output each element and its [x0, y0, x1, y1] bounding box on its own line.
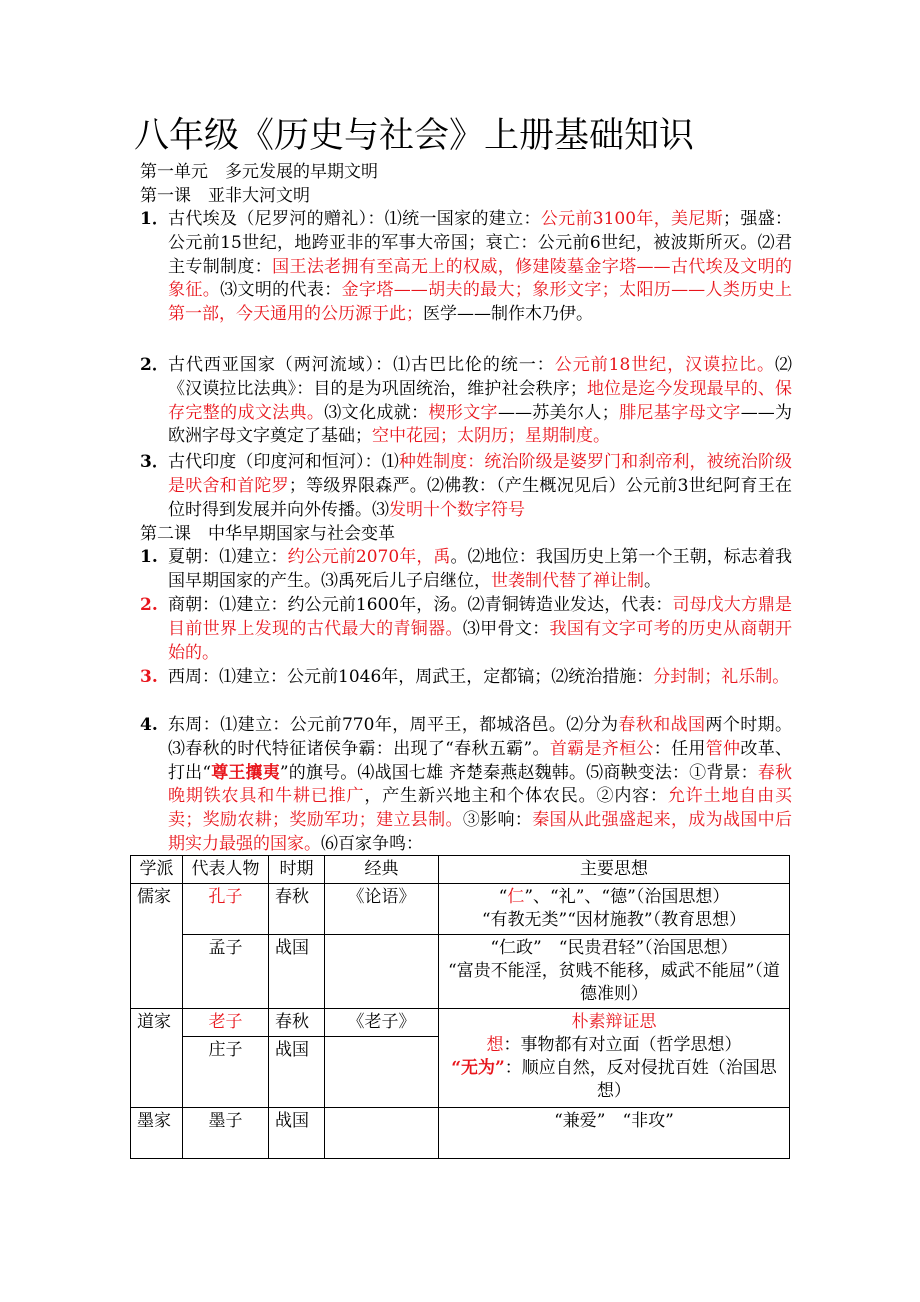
text-segment: 东周：⑴建立：公元前770年，周平王，都城洛邑。⑵分为	[168, 715, 619, 735]
highlighted-text: 发明十个数字符号	[389, 499, 525, 520]
highlighted-text: 公元前18世纪，汉谟拉比。	[554, 355, 775, 375]
text-segment: ；强盛：公元前15世纪，地跨亚非的军事大帝国；衰亡：公元前6世纪，被波斯所灭。⑵君主专制制度：	[168, 209, 793, 277]
text-segment: ⑶文明的代表：	[220, 280, 342, 301]
text-segment: ⑶甲骨文：	[462, 618, 550, 639]
period-cell: 春秋	[269, 1009, 325, 1037]
text-segment: 改革、打出“	[168, 738, 793, 783]
text-segment: 医学——制作木乃伊。	[423, 304, 593, 325]
highlighted-text: 首霸是齐桓公	[549, 738, 654, 759]
highlighted-text: 允许土地自由买卖；奖励农耕；奖励军功；建立县制。	[168, 786, 793, 831]
person-cell: 孔子	[183, 884, 269, 935]
text-segment: ”、“礼”、“德”（治国思想）	[524, 887, 730, 907]
text-segment: ⑶文化成就：	[324, 402, 429, 423]
text-segment: ⑹百家争鸣：	[321, 833, 423, 854]
school-cell: 道家	[131, 1009, 183, 1108]
table-row	[131, 884, 790, 935]
text-segment: 。⑵地位：我国历史上第一个王朝，标志着我国早期国家的产生。⑶禹死后儿子启继位，	[168, 547, 793, 591]
highlighted-text: 公元前3100年，美尼斯	[540, 209, 724, 229]
idea-line	[445, 886, 783, 909]
classic-cell: 《老子》	[325, 1009, 439, 1037]
text-segment: 古代印度（印度河和恒河）：⑴	[168, 452, 399, 472]
text-segment: ”的旗号。⑷战国七雄 齐楚秦燕赵魏韩。⑸商鞅变法：①背景：	[279, 762, 758, 783]
classic-cell: 《论语》	[325, 884, 439, 935]
text-segment: “有教无类”“因材施教”（教育思想）	[481, 910, 747, 930]
unit-heading: 第一单元 多元发展的早期文明	[140, 162, 378, 182]
text-segment: “	[498, 887, 508, 907]
highlighted-text: 朴素辩证思想	[486, 1012, 657, 1055]
highlighted-text: 世袭制代替了禅让制	[491, 570, 644, 591]
text-segment: ——为欧洲字母文字奠定了基础；	[168, 402, 793, 447]
header-classic: 经典	[325, 856, 439, 884]
text-segment: 夏朝：⑴建立：	[168, 547, 288, 567]
item-number: 1.	[140, 547, 158, 567]
person-cell: 老子	[183, 1009, 269, 1037]
table-row	[131, 935, 790, 1009]
text-segment: ——苏美尔人；	[497, 402, 619, 423]
school-cell: 儒家	[131, 884, 183, 1009]
idea-line	[445, 909, 783, 932]
lesson1-item-3	[140, 451, 792, 522]
idea-line	[445, 960, 783, 1006]
school-cell: 墨家	[131, 1108, 183, 1159]
period-cell: 战国	[269, 935, 325, 1009]
lesson1-item-1	[140, 208, 792, 327]
text-segment: ：顺应自然，反对侵扰百姓（治国思想）	[504, 1058, 777, 1101]
text-segment: 。	[644, 570, 661, 591]
text-segment: ，产生新兴地主和个体农民。②内容：	[364, 786, 668, 807]
lesson1-heading: 第一课 亚非大河文明	[140, 186, 310, 206]
header-period: 时期	[269, 856, 325, 884]
period-cell: 战国	[269, 1037, 325, 1108]
schools-table	[130, 855, 790, 1159]
highlighted-text: 司母戊大方鼎是目前世界上发现的古代最大的青铜器。	[168, 595, 792, 639]
lesson2-heading: 第二课 中华早期国家与社会变革	[140, 524, 395, 544]
lesson2-item-1	[140, 546, 792, 594]
text-segment: 商朝：⑴建立：约公元前1600年，汤。⑵青铜铸造业发达，代表：	[168, 595, 673, 615]
text-segment: “仁政” “民贵君轻”（治国思想）	[490, 938, 738, 958]
item-number: 4.	[140, 715, 158, 735]
idea-line	[445, 937, 783, 960]
highlighted-text: 仁	[507, 887, 525, 907]
highlighted-text: 国王法老拥有至高无上的权威，修建陵墓金字塔——古代埃及文明的象征。	[168, 256, 793, 301]
highlighted-text: 尊王攘夷	[211, 762, 280, 783]
lesson1-item-2	[140, 354, 792, 449]
item-text	[168, 208, 792, 327]
header-person: 代表人物	[183, 856, 269, 884]
classic-cell	[325, 1108, 439, 1159]
idea-line	[445, 1057, 783, 1103]
highlighted-text: 春秋和战国	[618, 715, 706, 735]
item-number: 2.	[140, 595, 158, 615]
item-text	[168, 594, 792, 665]
item-text	[168, 546, 792, 594]
person-cell: 庄子	[183, 1037, 269, 1108]
item-text	[168, 354, 792, 449]
ideas-cell	[439, 1108, 790, 1159]
text-segment: ：任用	[653, 738, 706, 759]
text-segment: ⑵《汉谟拉比法典》：目的是为巩固统治，维护社会秩序；	[168, 355, 792, 399]
item-text	[168, 714, 792, 857]
idea-line	[445, 1011, 783, 1057]
idea-line	[445, 1110, 783, 1133]
highlighted-text: “无为”	[451, 1058, 505, 1078]
highlighted-text: 金字塔——胡夫的最大；象形文字；太阳历——人类历史上第一部，今天通用的公历源于此；	[168, 280, 793, 325]
highlighted-text: 分封制；礼乐制。	[653, 667, 790, 687]
item-number: 1．	[140, 209, 169, 229]
ideas-cell	[439, 884, 790, 935]
table-row	[131, 1108, 790, 1159]
highlighted-text: 空中花园；太阴历；星期制度。	[372, 426, 610, 447]
text-segment: 西周：⑴建立：公元前1046年，周武王，定都镐；⑵统治措施：	[168, 667, 654, 687]
highlighted-text: 种姓制度：统治阶级是婆罗门和刹帝利，被统治阶级是吠舍和首陀罗	[168, 452, 793, 496]
highlighted-text: 腓尼基字母文字	[618, 402, 741, 423]
item-number: 2．	[140, 355, 169, 375]
classic-cell	[325, 935, 439, 1009]
document-title: 八年级《历史与社会》上册基础知识	[134, 116, 695, 156]
item-text	[168, 451, 792, 522]
lesson2-item-3	[140, 666, 792, 690]
highlighted-text: 管仲	[705, 738, 741, 759]
classic-cell	[325, 1037, 439, 1108]
person-cell: 孟子	[183, 935, 269, 1009]
highlighted-text: 地位是迄今发现最早的、保存完整的成文法典。	[168, 378, 793, 423]
period-cell: 春秋	[269, 884, 325, 935]
lesson2-item-2	[140, 594, 792, 665]
lesson2-item-4	[140, 714, 792, 857]
text-segment: 古代西亚国家（两河流域）：⑴古巴比伦的统一：	[168, 355, 555, 375]
item-text	[168, 666, 792, 690]
ideas-cell	[439, 935, 790, 1009]
text-segment: 两个时期。⑶春秋的时代特征诸侯争霸：出现了“春秋五霸”。	[168, 715, 793, 759]
text-segment: ；等级界限森严。⑵佛教：（产生概况见后）公元前3世纪阿育王在位时得到发展并向外传播。⑶	[168, 475, 792, 520]
highlighted-text: 楔形文字	[428, 402, 498, 423]
period-cell: 战国	[269, 1108, 325, 1159]
ideas-cell	[439, 1009, 790, 1108]
header-ideas: 主要思想	[439, 856, 790, 884]
highlighted-text: 约公元前2070年，禹	[287, 547, 451, 567]
text-segment: ③影响：	[462, 810, 533, 831]
item-number: 3．	[140, 452, 169, 472]
text-segment: “富贵不能淫，贫贱不能移，威武不能屈”（道德准则）	[448, 961, 780, 1004]
header-school: 学派	[131, 856, 183, 884]
text-segment: 古代埃及（尼罗河的赠礼）：⑴统一国家的建立：	[168, 209, 541, 229]
item-number: 3.	[140, 667, 158, 687]
highlighted-text: 我国有文字可考的历史从商朝开始的。	[168, 618, 793, 663]
text-segment: “兼爱” “非攻”	[554, 1111, 674, 1131]
table-row	[131, 1009, 790, 1037]
text-segment: ：事物都有对立面（哲学思想）	[503, 1035, 742, 1055]
person-cell: 墨子	[183, 1108, 269, 1159]
highlighted-text: 秦国从此强盛起来，成为战国中后期实力最强的国家。	[168, 810, 793, 854]
highlighted-text: 春秋晚期铁农具和牛耕已推广	[168, 762, 793, 807]
table-header-row	[131, 856, 790, 884]
